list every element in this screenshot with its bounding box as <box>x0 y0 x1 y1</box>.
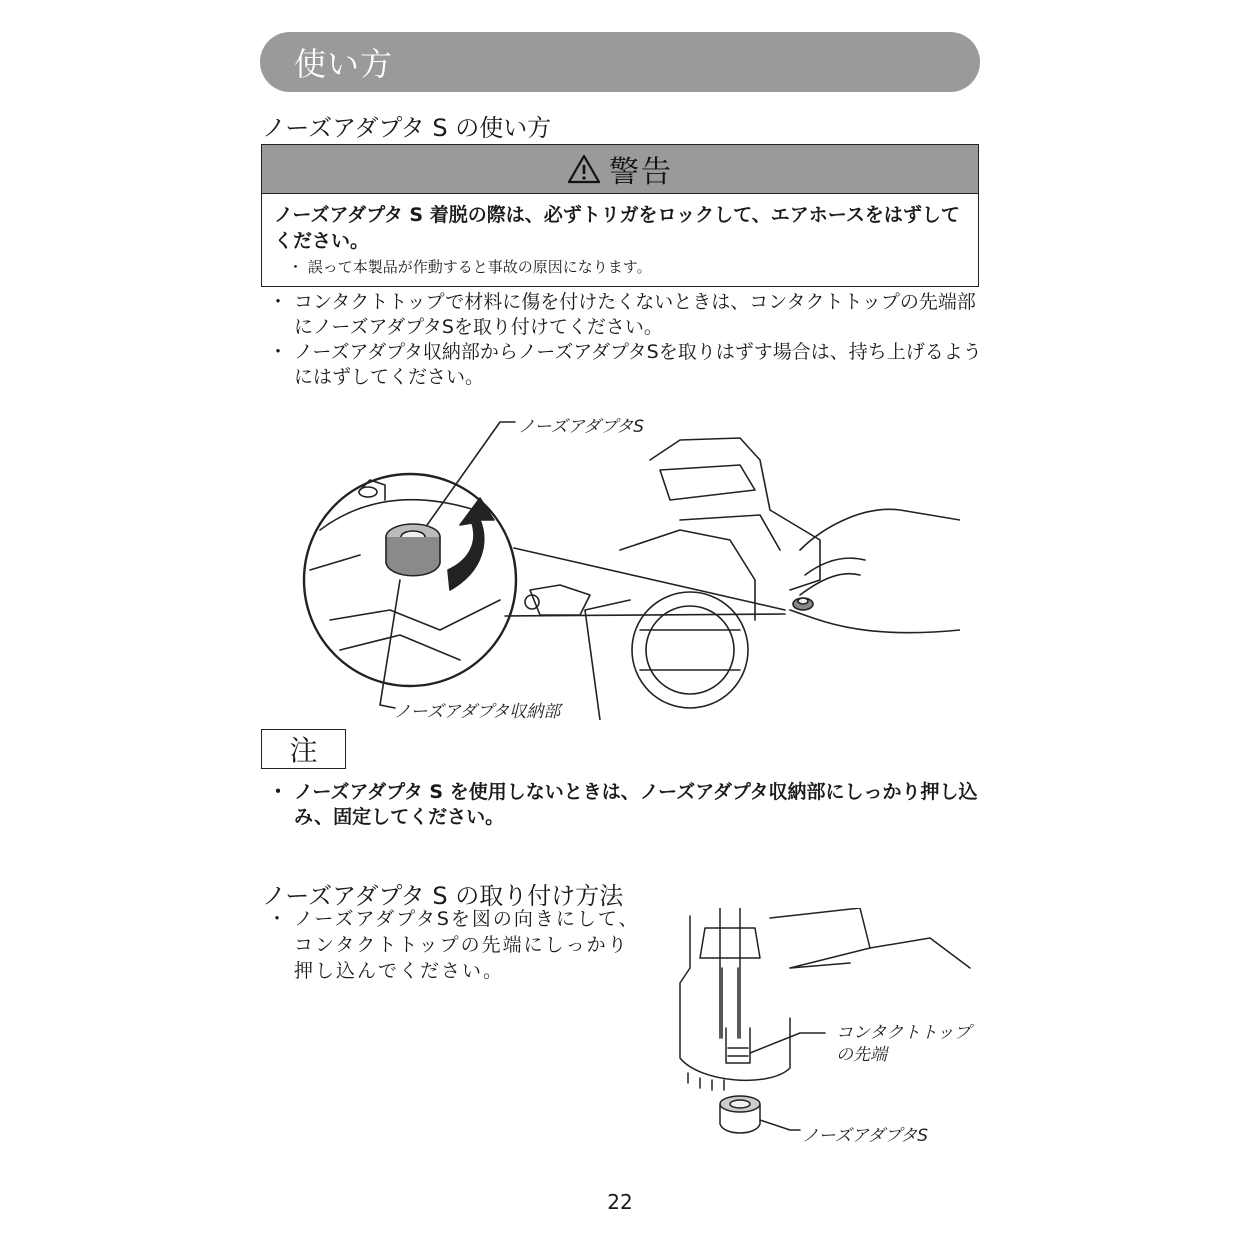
bullet-text: ノーズアダプタ収納部からノーズアダプタSを取りはずす場合は、持ち上げるようにはずしてください。 <box>294 341 982 388</box>
list-item <box>262 340 982 390</box>
figure1-label-storage: ノーズアダプタ収納部 <box>394 702 561 722</box>
warning-label: 警告 <box>609 155 673 190</box>
warning-box <box>261 144 979 287</box>
figure2-label-tip-line2: の先端 <box>836 1045 887 1065</box>
list-item <box>262 780 982 830</box>
warning-header <box>262 145 978 194</box>
warning-triangle-icon <box>567 154 601 184</box>
note-text: ノーズアダプタ S を使用しないときは、ノーズアダプタ収納部にしっかり押し込み、固定してください。 <box>294 781 978 828</box>
warning-sub-text: 誤って本製品が作動すると事故の原因になります。 <box>307 258 652 276</box>
note-label: 注 <box>289 734 318 767</box>
warning-sub-bullet: ・ <box>288 258 304 276</box>
figure2-label-adapter: ノーズアダプタS <box>802 1126 929 1146</box>
figure2-label-tip-line1: コンタクトトップ <box>836 1023 971 1043</box>
list-item <box>262 290 982 340</box>
warning-main-text: ノーズアダプタ S 着脱の際は、必ずトリガをロックして、エアホースをはずしてください。 <box>274 204 960 252</box>
note-label-box <box>261 729 346 769</box>
section-title-usage: ノーズアダプタ S の使い方 <box>262 114 552 142</box>
list-item <box>262 906 642 984</box>
install-text: ノーズアダプタSを図の向きにして、コンタクトトップの先端にしっかり押し込んでください。 <box>294 908 640 982</box>
bullet-mark: ・ <box>268 781 288 803</box>
nailer-illustration <box>300 420 960 720</box>
figure2-label-tip <box>836 1022 971 1066</box>
section-title-install: ノーズアダプタ S の取り付け方法 <box>262 882 624 910</box>
bullet-mark: ・ <box>268 291 288 313</box>
figure1-label-adapter: ノーズアダプタS <box>518 417 645 437</box>
bullet-mark: ・ <box>267 908 289 930</box>
warning-sub-item <box>274 256 966 278</box>
page-title: 使い方 <box>294 45 394 83</box>
note-bullet-list <box>262 780 982 830</box>
page-number: 22 <box>607 1190 633 1214</box>
install-instruction <box>262 906 642 984</box>
bullet-mark: ・ <box>268 341 288 363</box>
header-bar <box>260 32 980 92</box>
bullet-text: コンタクトトップで材料に傷を付けたくないときは、コンタクトトップの先端部にノーズアダプタSを取り付けてください。 <box>294 291 976 338</box>
usage-bullet-list <box>262 290 982 390</box>
